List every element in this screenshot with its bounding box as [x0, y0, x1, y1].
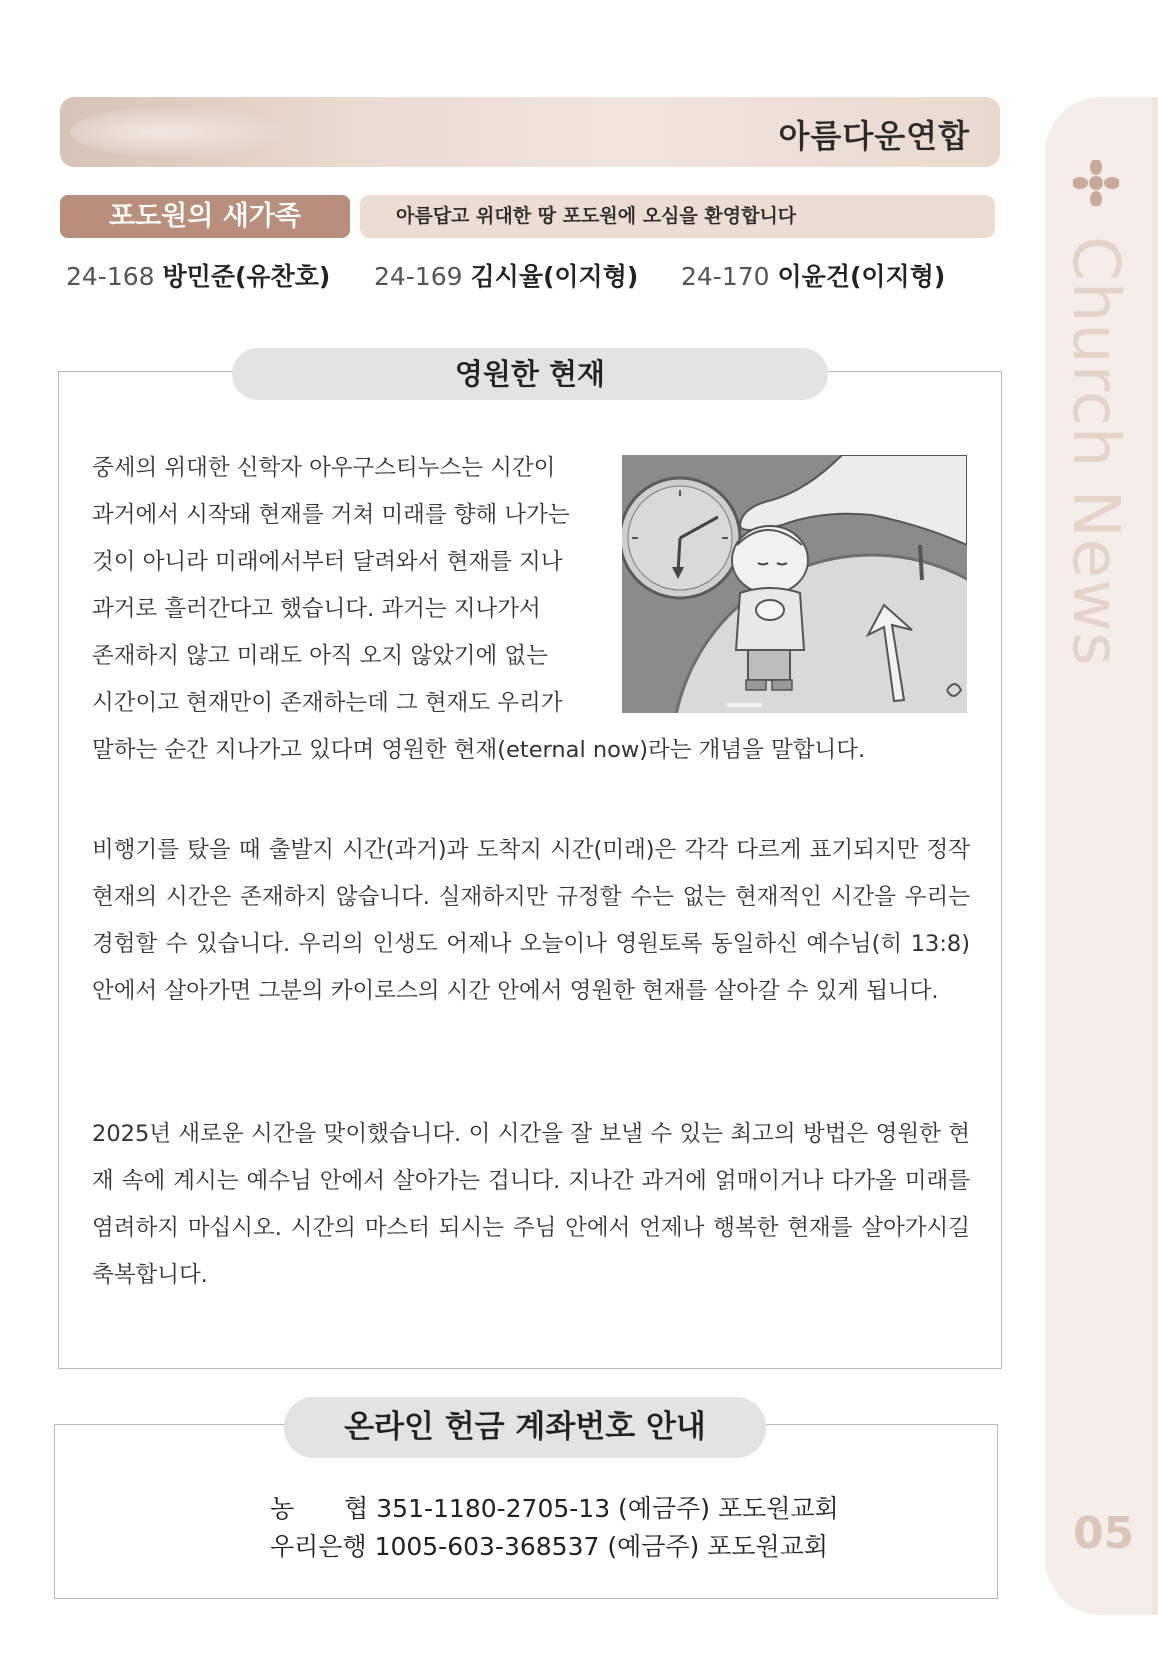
header-decoration: [70, 105, 290, 159]
article-intro: [92, 445, 602, 727]
header-band: [60, 97, 1000, 167]
newcomer-item: [374, 257, 638, 293]
account-bank: 농 협: [270, 1494, 369, 1523]
article-illustration: [622, 455, 967, 713]
article-intro-last: 말하는 순간 지나가고 있다며 영원한 현재(eternal now)라는 개념을 말합니다.: [92, 737, 866, 763]
account-row: [270, 1489, 839, 1525]
article-paragraph-3: 2025년 새로운 시간을 맞이했습니다. 이 시간을 잘 보낼 수 있는 최고의 방법은 영원한 현재 속에 계시는 예수님 안에서 살아가는 겁니다. 지나간 과거에 얽매이거나 다가올 미래를 염려하지 마십시오. 시간의 마스터 되시는 주님 안에서 언제나 행복한 현재를 살아가시길 축복합니다.: [92, 1121, 970, 1288]
newcomer-number: 24-168: [66, 262, 155, 291]
article-line: 것이 아니라 미래에서부터 달려와서 현재를 지나: [92, 549, 563, 575]
account-bank: 우리은행: [270, 1532, 367, 1561]
newcomer-item: [681, 257, 945, 293]
article-title: 영원한 현재: [232, 348, 828, 400]
side-tab-edge: [1152, 97, 1158, 1615]
account-detail: 351-1180-2705-13 (예금주) 포도원교회: [376, 1494, 839, 1523]
newcomers-welcome: 아름답고 위대한 땅 포도원에 오심을 환영합니다: [360, 195, 995, 238]
article-line: 존재하지 않고 미래도 아직 오지 않았기에 없는: [92, 643, 548, 669]
page-title: 아름다운연합: [778, 117, 970, 155]
side-label-text: Church News: [1058, 236, 1132, 667]
page-number: 05: [1073, 1508, 1135, 1559]
newcomer-number: 24-170: [681, 262, 770, 291]
side-label: [1058, 236, 1136, 667]
newcomers-tag: 포도원의 새가족: [60, 195, 350, 238]
newcomer-name: 이윤건(이지형): [777, 262, 946, 291]
cross-icon: [1073, 160, 1119, 206]
article-line: 과거로 흘러간다고 했습니다. 과거는 지나가서: [92, 596, 541, 622]
newcomer-item: [66, 257, 330, 293]
article-line: 중세의 위대한 신학자 아우구스티누스는 시간이: [92, 455, 556, 481]
newcomer-name: 방민준(유찬호): [162, 262, 331, 291]
newcomer-number: 24-169: [374, 262, 463, 291]
offering-title: 온라인 헌금 계좌번호 안내: [284, 1397, 766, 1458]
article-line: 과거에서 시작돼 현재를 거쳐 미래를 향해 나가는: [92, 502, 570, 528]
article-paragraph-2: 비행기를 탔을 때 출발지 시간(과거)과 도착지 시간(미래)은 각각 다르게 표기되지만 정작 현재의 시간은 존재하지 않습니다. 실재하지만 규정할 수는 없는 현재적인 시간을 우리는 경험할 수 있습니다. 우리의 인생도 어제나 오늘이나 영원토록 동일하신 예수님(히 13:8) 안에서 살아가면 그분의 카이로스의 시간 안에서 영원한 현재를 살아갈 수 있게 됩니다.: [92, 837, 971, 1004]
account-detail: 1005-603-368537 (예금주) 포도원교회: [374, 1532, 828, 1561]
newcomer-name: 김시율(이지형): [470, 262, 639, 291]
account-row: [270, 1527, 828, 1563]
article-line: 시간이고 현재만이 존재하는데 그 현재도 우리가: [92, 690, 563, 716]
